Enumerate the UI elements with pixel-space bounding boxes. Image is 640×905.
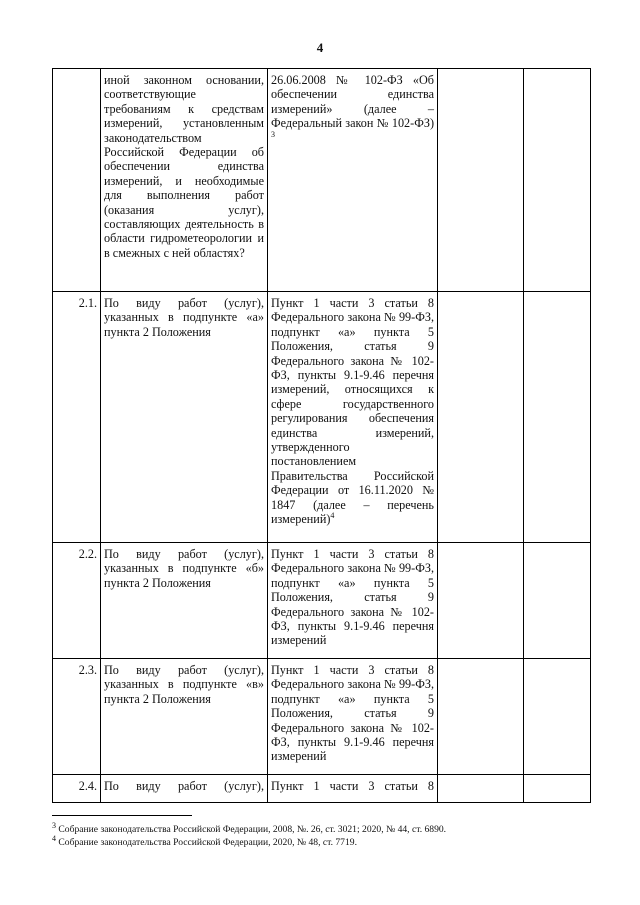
checklist-table — [52, 68, 591, 803]
row-number: 2.1. — [53, 292, 101, 543]
empty-cell — [524, 659, 591, 775]
row-description: По виду работ (услуг), указанных в подпункте «а» пункта 2 Положения — [101, 292, 268, 543]
empty-cell — [438, 543, 524, 659]
footnote-ref: 4 — [330, 511, 335, 521]
row-description: По виду работ (услуг), — [101, 775, 268, 803]
row-legal-basis: Пункт 1 части 3 статьи 8 Федерального закона № 99-ФЗ, подпункт «а» пункта 5 Положения, статья 9 Федерального закона № 102-ФЗ, пункты 9.1-9.46 перечня измерений, относящихся к сфере государственного регулирования обеспечения единства измерений, утвержденного постановлением Правительства Российской Федерации от 16.11.2020 № 1847 (далее – перечень измерений)$^4$ — [268, 292, 438, 543]
row-description: По виду работ (услуг), указанных в подпункте «в» пункта 2 Положения — [101, 659, 268, 775]
row-description: По виду работ (услуг), указанных в подпункте «б» пункта 2 Положения — [101, 543, 268, 659]
empty-cell — [524, 775, 591, 803]
empty-cell — [438, 69, 524, 292]
page-number: 4 — [316, 40, 324, 55]
table-row — [53, 543, 591, 659]
table-row — [53, 775, 591, 803]
table-row — [53, 292, 591, 543]
empty-cell — [524, 292, 591, 543]
row-legal-basis: Пункт 1 части 3 статьи 8 — [268, 775, 438, 803]
table-row — [53, 659, 591, 775]
footnote-ref: 3 — [271, 129, 275, 139]
row-number: 2.2. — [53, 543, 101, 659]
footnote: $^4$ Собрание законодательства Российской Федерации, 2020, № 48, ст. 7719. — [52, 833, 357, 848]
row-legal-basis: Пункт 1 части 3 статьи 8 Федерального закона № 99-ФЗ, подпункт «а» пункта 5 Положения, статья 9 Федерального закона № 102-ФЗ, пункты 9.1-9.46 перечня измерений — [268, 543, 438, 659]
row-number: 2.3. — [53, 659, 101, 775]
footnotes — [52, 820, 612, 849]
footnote-divider — [52, 815, 192, 816]
empty-cell — [438, 775, 524, 803]
row-number: 2.4. — [53, 775, 101, 803]
empty-cell — [438, 292, 524, 543]
table-row — [53, 69, 591, 292]
row-description: иной законном основании, соответствующие требованиям к средствам измерений, установленным законодательством Российской Федерации об обеспечении единства измерений, и необходимые для выполнения работ (оказания услуг), составляющих деятельность в области гидрометеорологии и в смежных с ней областях? — [101, 69, 268, 292]
empty-cell — [524, 69, 591, 292]
row-legal-basis: 26.06.2008 № 102-ФЗ «Об обеспечении единства измерений» (далее – Федеральный закон № 102-ФЗ) $^3$ — [268, 69, 438, 292]
row-number — [53, 69, 101, 292]
empty-cell — [438, 659, 524, 775]
empty-cell — [524, 543, 591, 659]
footnote: $^3$ Собрание законодательства Российской Федерации, 2008, №. 26, ст. 3021; 2020, № 44, ст. 6890. — [52, 820, 447, 835]
row-legal-basis: Пункт 1 части 3 статьи 8 Федерального закона № 99-ФЗ, подпункт «а» пункта 5 Положения, статья 9 Федерального закона № 102-ФЗ, пункты 9.1-9.46 перечня измерений — [268, 659, 438, 775]
